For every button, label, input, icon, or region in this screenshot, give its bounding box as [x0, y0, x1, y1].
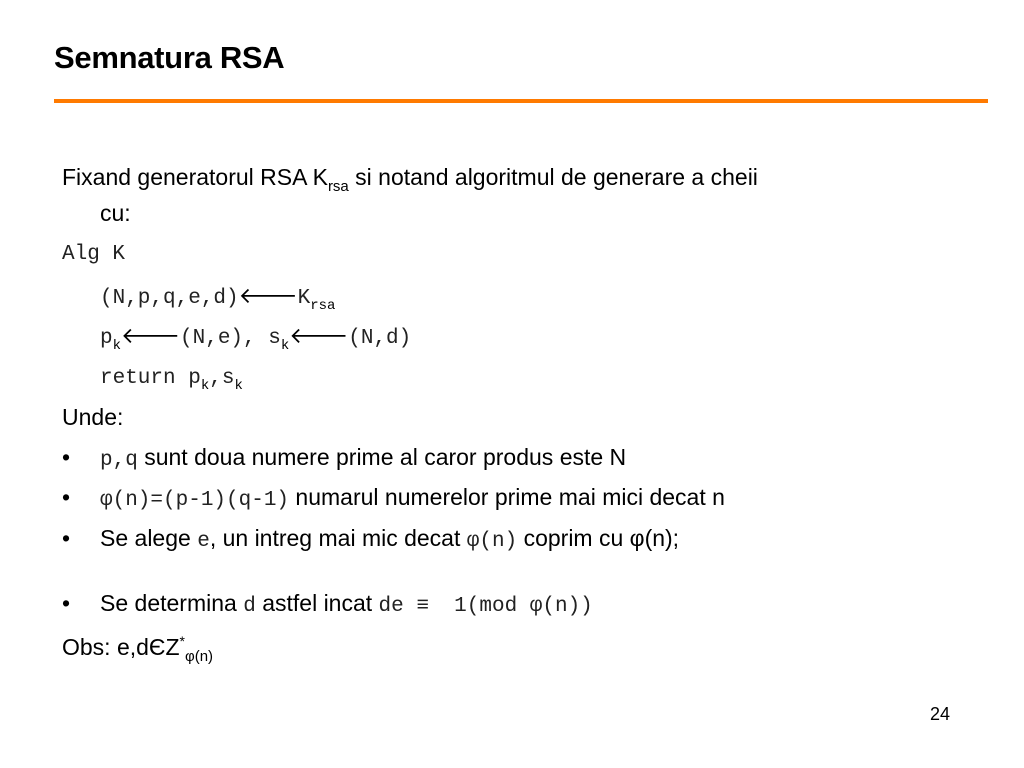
intro-sub-rsa: rsa: [327, 178, 349, 195]
obs-line: [62, 630, 213, 668]
b4-code: de ≡ 1(mod φ(n)): [378, 595, 593, 618]
bullet-item-4: [62, 586, 962, 620]
b4-code-d: d: [243, 595, 256, 618]
b3-text-b: , un intreg mai mic decat: [209, 525, 467, 551]
bullet-dot: •: [62, 525, 71, 551]
alg-line2-p: p: [100, 327, 113, 350]
b3-code-phi: φ(n): [466, 530, 518, 553]
b2-text: numarul numerelor prime mai mici decat n: [289, 484, 725, 510]
alg-line2-sub-k-2: k: [280, 338, 290, 354]
obs-text: Obs: e,dЄZ: [62, 634, 180, 660]
alg-line1-k: K: [297, 287, 311, 310]
b4-text-a: Se determina: [100, 590, 244, 616]
alg-line2-sub-k: k: [112, 338, 122, 354]
alg-line-1: [100, 278, 335, 317]
alg-line1-sub: rsa: [310, 298, 336, 314]
bullet-item-3: [62, 521, 962, 555]
b1-code: p,q: [100, 449, 138, 472]
alg-line-2: [100, 318, 411, 357]
bullet-item-1: [62, 440, 962, 474]
intro-text-b: si notand algoritmul de generare a cheii: [348, 164, 758, 190]
bullet-item-2: [62, 480, 962, 514]
obs-sup: *: [179, 633, 185, 649]
obs-sub: φ(n): [184, 648, 214, 665]
title-underline: [54, 99, 988, 103]
intro-text-a: Fixand generatorul RSA K: [62, 164, 328, 190]
unde-label: Unde:: [62, 404, 124, 430]
alg-line3-sub-k-2: k: [234, 378, 243, 394]
alg-header: [62, 234, 125, 272]
b3-text-a: Se alege: [100, 525, 198, 551]
bullet-dot: •: [62, 590, 71, 616]
intro-text-c: cu:: [100, 200, 131, 226]
left-arrow-icon: 🡐: [289, 323, 349, 348]
b2-code: φ(n)=(p-1)(q-1): [100, 489, 290, 512]
page-number: 24: [930, 704, 951, 724]
slide-title: Semnatura RSA: [54, 40, 285, 75]
alg-line-3: [100, 358, 243, 397]
left-arrow-icon: 🡐: [238, 283, 298, 308]
alg-line1-prefix: (N,p,q,e,d): [100, 287, 239, 310]
b3-text-c: coprim cu φ(n);: [517, 525, 680, 551]
alg-header-text: Alg K: [62, 243, 126, 266]
alg-line3-sub-k: k: [200, 378, 210, 394]
b4-text-b: astfel incat: [255, 590, 379, 616]
b3-code-e: e: [197, 530, 210, 553]
intro-line-2: [100, 196, 131, 230]
b1-text: sunt doua numere prime al caror produs este N: [137, 444, 627, 470]
alg-line2-end: (N,d): [348, 327, 412, 350]
left-arrow-icon: 🡐: [121, 323, 181, 348]
alg-line2-mid: (N,e), s: [180, 327, 281, 350]
alg-line3-comma-s: ,s: [209, 367, 235, 390]
intro-line-1: [62, 160, 758, 198]
bullet-dot: •: [62, 444, 71, 470]
alg-line3-return: return p: [100, 367, 201, 390]
bullet-dot: •: [62, 484, 71, 510]
